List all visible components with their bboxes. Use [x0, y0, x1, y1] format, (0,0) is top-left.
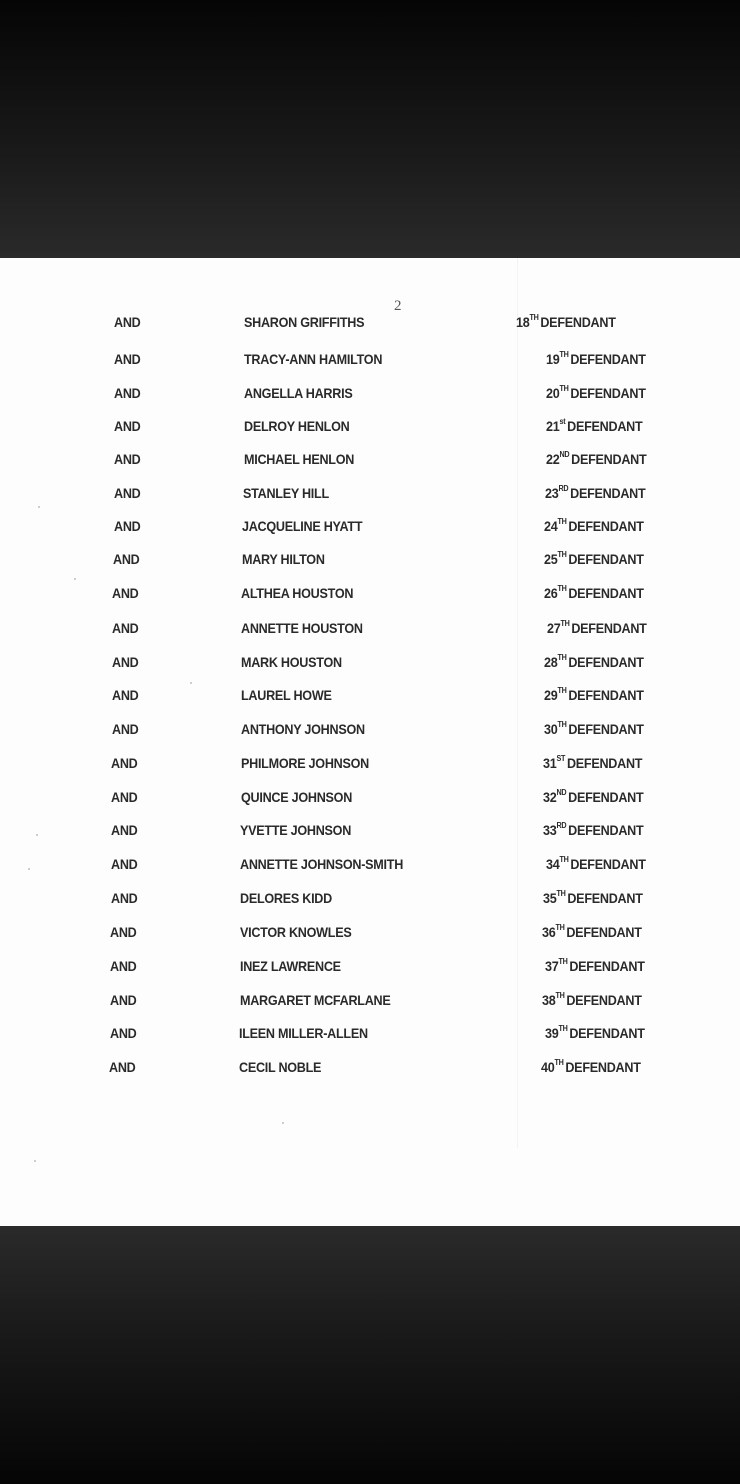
- ordinal-suffix: ST: [556, 754, 566, 763]
- conjunction: AND: [110, 890, 138, 906]
- scan-speck: [28, 868, 30, 870]
- ordinal-number: 20: [545, 385, 560, 401]
- defendant-name: ILEEN MILLER-ALLEN: [238, 1025, 368, 1041]
- defendant-designation: [544, 547, 644, 571]
- defendant-name: ALTHEA HOUSTON: [240, 585, 354, 601]
- ordinal-number: 24: [543, 518, 558, 534]
- ordinal-suffix: TH: [557, 720, 567, 729]
- role-label: DEFENDANT: [569, 958, 645, 974]
- ordinal-number: 36: [541, 924, 556, 940]
- role-label: DEFENDANT: [565, 1059, 641, 1075]
- ordinal-suffix: TH: [560, 619, 570, 628]
- defendant-row: [0, 785, 666, 809]
- ordinal-suffix: RD: [558, 484, 569, 493]
- ordinal-number: 25: [543, 551, 558, 567]
- conjunction: AND: [108, 1059, 136, 1075]
- ordinal-suffix: TH: [559, 350, 569, 359]
- scan-speck: [282, 1122, 284, 1124]
- role-label: DEFENDANT: [566, 924, 642, 940]
- defendant-designation: [544, 683, 644, 707]
- defendant-row: [0, 447, 666, 471]
- ordinal-number: 28: [543, 654, 558, 670]
- ordinal-suffix: TH: [559, 855, 569, 864]
- defendant-designation: [546, 381, 646, 405]
- defendant-designation: [543, 751, 642, 775]
- ordinal-suffix: RD: [556, 821, 567, 830]
- defendant-designation: [545, 1021, 645, 1045]
- defendant-name: STANLEY HILL: [243, 485, 329, 501]
- scan-speck: [38, 506, 40, 508]
- defendant-designation: [544, 581, 644, 605]
- defendant-designation: [545, 954, 645, 978]
- defendant-row: [0, 852, 666, 876]
- conjunction: AND: [111, 620, 139, 636]
- defendant-row: [0, 650, 666, 674]
- defendant-name: LAUREL HOWE: [240, 687, 332, 703]
- defendant-designation: [542, 988, 642, 1012]
- defendant-name: INEZ LAWRENCE: [239, 958, 341, 974]
- conjunction: AND: [110, 856, 138, 872]
- ordinal-suffix: TH: [557, 550, 567, 559]
- role-label: DEFENDANT: [570, 485, 646, 501]
- defendant-row: [0, 581, 666, 605]
- conjunction: AND: [113, 385, 141, 401]
- defendant-name: ANNETTE JOHNSON-SMITH: [239, 856, 404, 872]
- conjunction: AND: [110, 755, 138, 771]
- bottom-dark-band: [0, 1226, 740, 1484]
- ordinal-number: 38: [541, 992, 556, 1008]
- ordinal-number: 23: [544, 485, 559, 501]
- defendant-designation: [543, 818, 643, 842]
- ordinal-number: 39: [544, 1025, 559, 1041]
- conjunction: AND: [113, 518, 141, 534]
- role-label: DEFENDANT: [569, 1025, 645, 1041]
- role-label: DEFENDANT: [571, 451, 647, 467]
- role-label: DEFENDANT: [566, 992, 642, 1008]
- defendant-row: [0, 1055, 666, 1079]
- defendant-designation: [516, 310, 616, 334]
- defendant-name: ANNETTE HOUSTON: [240, 620, 363, 636]
- conjunction: AND: [113, 351, 141, 367]
- ordinal-number: 33: [542, 822, 557, 838]
- defendant-row: [0, 886, 666, 910]
- ordinal-number: 32: [542, 789, 557, 805]
- ordinal-suffix: TH: [554, 1058, 564, 1067]
- defendant-designation: [544, 650, 644, 674]
- role-label: DEFENDANT: [567, 890, 643, 906]
- role-label: DEFENDANT: [570, 856, 646, 872]
- ordinal-number: 21: [545, 418, 560, 434]
- defendant-designation: [546, 447, 646, 471]
- page-number: 2: [394, 298, 402, 314]
- defendant-designation: [544, 514, 644, 538]
- defendant-designation: [544, 717, 644, 741]
- ordinal-number: 34: [545, 856, 560, 872]
- conjunction: AND: [111, 721, 139, 737]
- conjunction: AND: [111, 654, 139, 670]
- defendant-name: MARY HILTON: [241, 551, 325, 567]
- role-label: DEFENDANT: [568, 551, 644, 567]
- defendant-name: DELROY HENLON: [243, 418, 350, 434]
- defendant-name: PHILMORE JOHNSON: [240, 755, 369, 771]
- ordinal-suffix: TH: [558, 1024, 568, 1033]
- role-label: DEFENDANT: [570, 351, 646, 367]
- defendant-row: [0, 347, 666, 371]
- conjunction: AND: [113, 418, 141, 434]
- ordinal-number: 22: [545, 451, 560, 467]
- defendant-designation: [547, 616, 647, 640]
- ordinal-suffix: TH: [559, 384, 569, 393]
- defendant-name: JACQUELINE HYATT: [241, 518, 363, 534]
- ordinal-number: 31: [542, 755, 557, 771]
- defendant-name: QUINCE JOHNSON: [240, 789, 353, 805]
- defendant-name: DELORES KIDD: [239, 890, 332, 906]
- ordinal-suffix: TH: [555, 991, 565, 1000]
- document-page: [0, 258, 740, 1226]
- defendant-designation: [546, 347, 646, 371]
- defendant-row: [0, 414, 666, 438]
- defendant-name: TRACY-ANN HAMILTON: [243, 351, 383, 367]
- defendant-row: [0, 310, 666, 334]
- defendant-name: MARK HOUSTON: [240, 654, 342, 670]
- role-label: DEFENDANT: [568, 518, 644, 534]
- defendant-name: VICTOR KNOWLES: [239, 924, 352, 940]
- ordinal-number: 30: [543, 721, 558, 737]
- ordinal-suffix: ND: [559, 450, 570, 459]
- conjunction: AND: [113, 451, 141, 467]
- scan-speck: [190, 682, 192, 684]
- defendant-row: [0, 1021, 666, 1045]
- ordinal-suffix: TH: [557, 517, 567, 526]
- conjunction: AND: [111, 585, 139, 601]
- defendant-name: ANGELLA HARRIS: [243, 385, 353, 401]
- ordinal-suffix: st: [559, 417, 566, 426]
- conjunction: AND: [110, 789, 138, 805]
- conjunction: AND: [109, 992, 137, 1008]
- ordinal-suffix: TH: [557, 653, 567, 662]
- defendant-designation: [543, 785, 643, 809]
- defendant-name: MICHAEL HENLON: [243, 451, 355, 467]
- ordinal-number: 37: [544, 958, 559, 974]
- role-label: DEFENDANT: [571, 620, 647, 636]
- defendant-row: [0, 751, 666, 775]
- role-label: DEFENDANT: [567, 418, 643, 434]
- defendant-row: [0, 683, 666, 707]
- ordinal-suffix: TH: [557, 686, 567, 695]
- defendant-row: [0, 954, 666, 978]
- defendant-designation: [546, 414, 642, 438]
- role-label: DEFENDANT: [568, 585, 644, 601]
- defendant-name: SHARON GRIFFITHS: [243, 314, 365, 330]
- conjunction: AND: [113, 485, 141, 501]
- defendant-row: [0, 717, 666, 741]
- role-label: DEFENDANT: [568, 822, 644, 838]
- scan-speck: [36, 834, 38, 836]
- role-label: DEFENDANT: [568, 654, 644, 670]
- ordinal-number: 29: [543, 687, 558, 703]
- defendant-designation: [545, 481, 645, 505]
- ordinal-number: 26: [543, 585, 558, 601]
- ordinal-suffix: TH: [529, 313, 539, 322]
- defendant-row: [0, 920, 666, 944]
- top-dark-band: [0, 0, 740, 258]
- ordinal-suffix: TH: [556, 889, 566, 898]
- defendant-designation: [543, 886, 643, 910]
- role-label: DEFENDANT: [566, 755, 643, 771]
- role-label: DEFENDANT: [540, 314, 616, 330]
- defendant-row: [0, 514, 666, 538]
- role-label: DEFENDANT: [568, 789, 644, 805]
- ordinal-number: 35: [542, 890, 557, 906]
- defendant-row: [0, 988, 666, 1012]
- defendant-row: [0, 616, 666, 640]
- conjunction: AND: [109, 958, 137, 974]
- role-label: DEFENDANT: [570, 385, 646, 401]
- conjunction: AND: [109, 924, 137, 940]
- scan-speck: [74, 578, 76, 580]
- conjunction: AND: [111, 687, 139, 703]
- ordinal-number: 19: [545, 351, 560, 367]
- defendant-name: MARGARET MCFARLANE: [239, 992, 391, 1008]
- conjunction: AND: [109, 1025, 137, 1041]
- ordinal-number: 27: [546, 620, 561, 636]
- role-label: DEFENDANT: [568, 721, 644, 737]
- role-label: DEFENDANT: [568, 687, 644, 703]
- defendant-name: ANTHONY JOHNSON: [240, 721, 365, 737]
- conjunction: AND: [110, 822, 138, 838]
- ordinal-suffix: TH: [555, 923, 565, 932]
- conjunction: AND: [112, 551, 140, 567]
- scan-speck: [34, 1160, 36, 1162]
- defendant-row: [0, 481, 666, 505]
- ordinal-suffix: TH: [558, 957, 568, 966]
- conjunction: AND: [113, 314, 141, 330]
- defendant-name: CECIL NOBLE: [238, 1059, 322, 1075]
- defendant-row: [0, 818, 666, 842]
- ordinal-number: 18: [515, 314, 530, 330]
- defendant-name: YVETTE JOHNSON: [239, 822, 352, 838]
- defendant-designation: [541, 1055, 641, 1079]
- ordinal-suffix: TH: [557, 584, 567, 593]
- defendant-designation: [542, 920, 642, 944]
- ordinal-suffix: ND: [556, 788, 567, 797]
- defendant-designation: [546, 852, 646, 876]
- ordinal-number: 40: [540, 1059, 555, 1075]
- defendant-row: [0, 381, 666, 405]
- defendant-row: [0, 547, 666, 571]
